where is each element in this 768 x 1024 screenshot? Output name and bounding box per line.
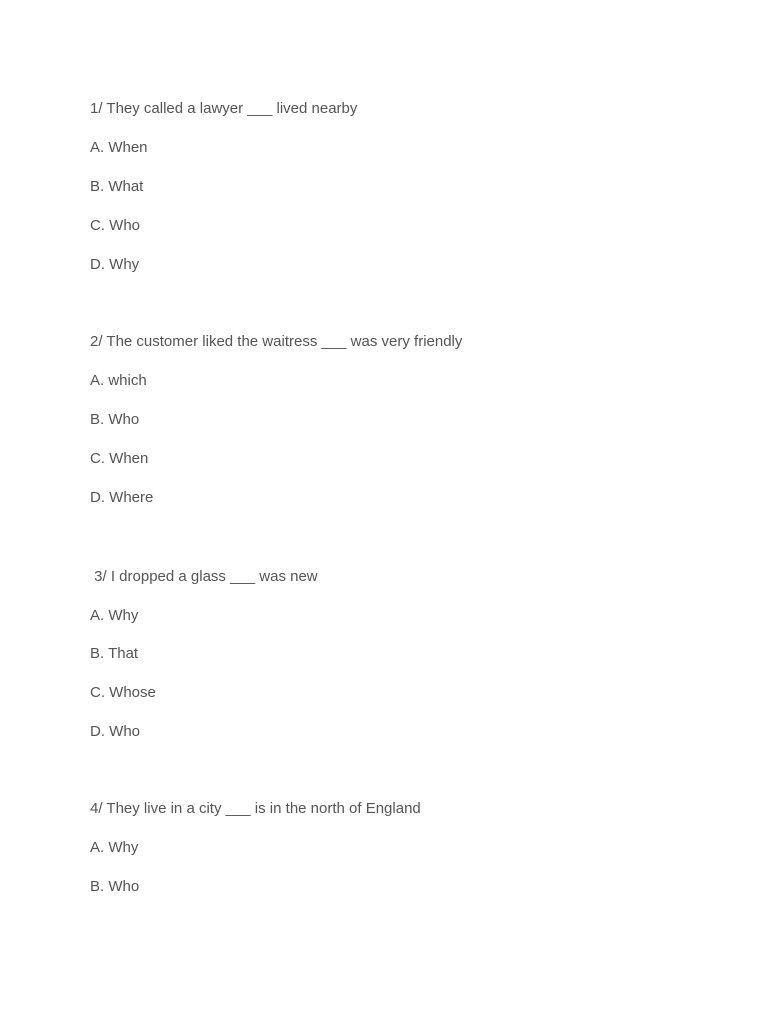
option-d: D. Where [90,489,154,506]
question-text: 2/ The customer liked the waitress ___ was very friendly [90,333,463,350]
option-b: B. Who [90,411,140,428]
option-c: C. Whose [90,684,156,701]
question-text: 4/ They live in a city ___ is in the north of England [90,800,421,817]
question-1 [90,99,710,274]
option-a: A. Why [90,839,139,856]
option-a: A. which [90,372,147,389]
quiz-document [90,99,710,896]
option-b: B. Who [90,878,140,895]
option-d: D. Who [90,723,141,740]
option-b: B. What [90,178,144,195]
option-a: A. When [90,139,148,156]
option-a: A. Why [90,607,139,624]
option-c: C. When [90,450,149,467]
option-d: D. Why [90,256,140,273]
question-2 [90,332,710,507]
option-b: B. That [90,645,139,662]
question-text: 3/ I dropped a glass ___ was new [90,568,318,585]
option-c: C. Who [90,217,141,234]
question-4 [90,799,710,896]
question-text: 1/ They called a lawyer ___ lived nearby [90,100,358,117]
question-3 [90,567,710,741]
